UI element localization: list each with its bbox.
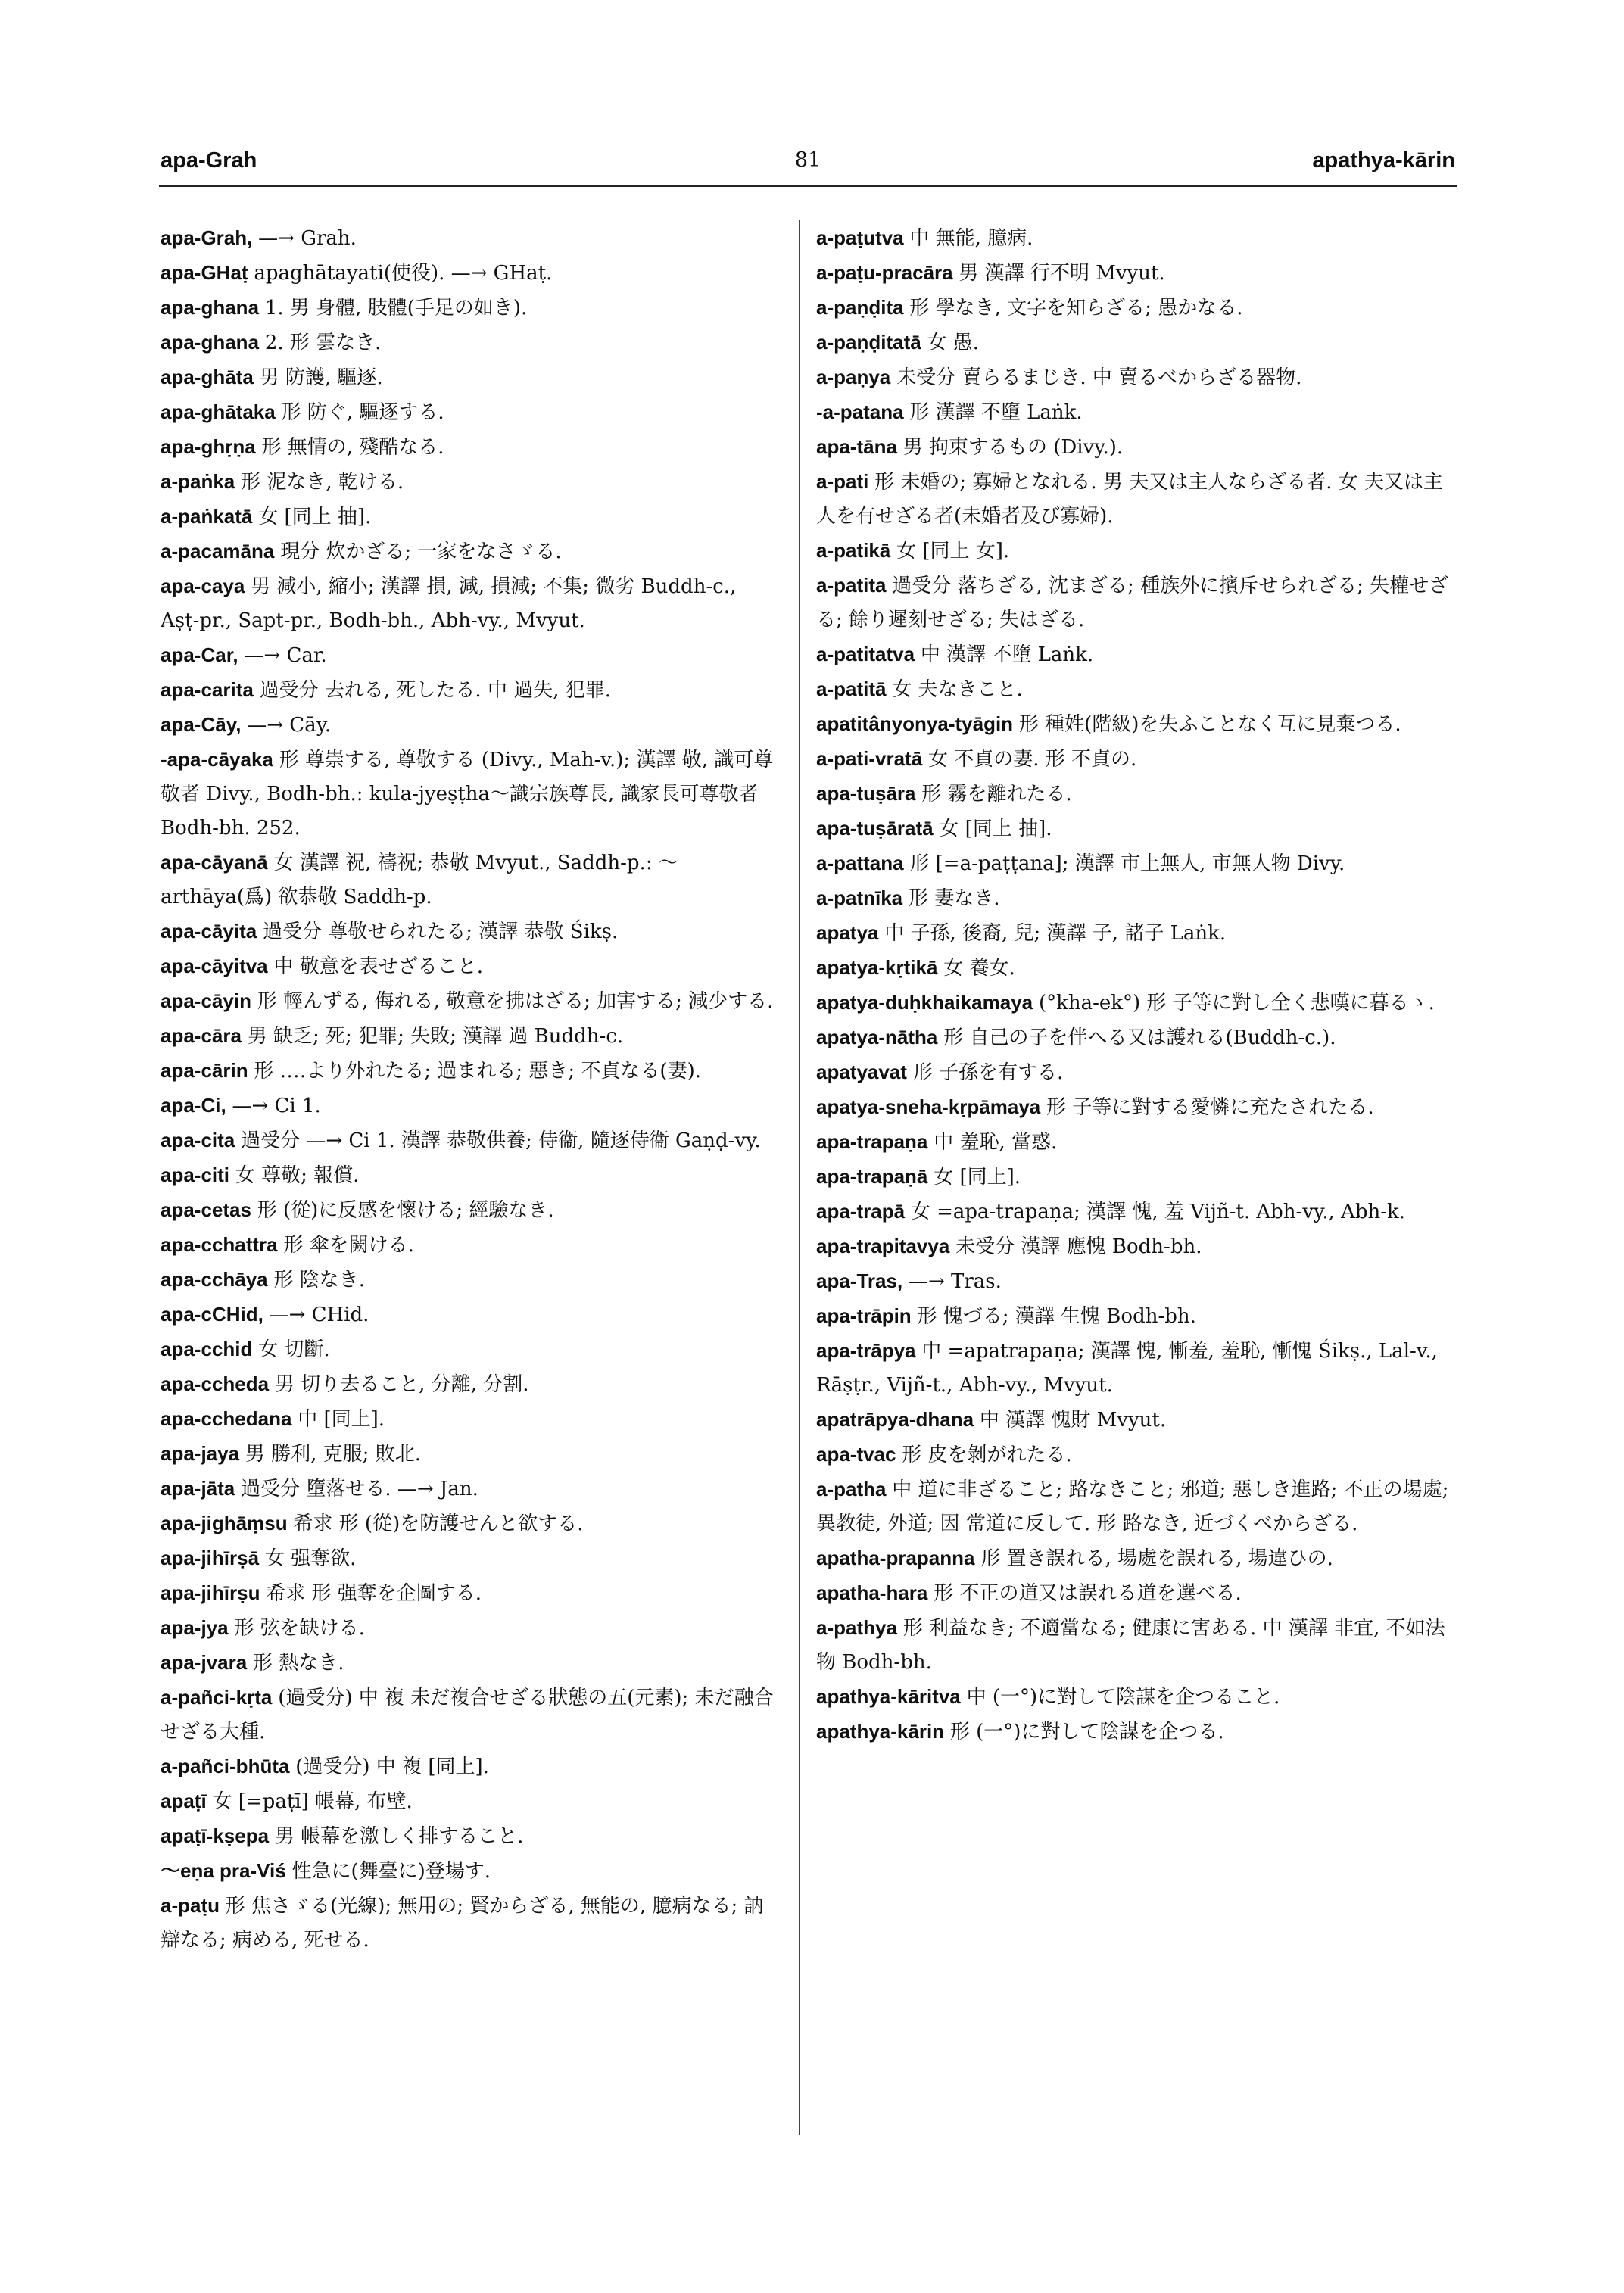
entry-headword: apa-tāna xyxy=(816,435,897,458)
dictionary-entry xyxy=(816,986,1457,1020)
entry-headword: apatitânyonya-tyāgin xyxy=(816,712,1014,735)
entry-definition: 形 漢譯 不墮 Laṅk. xyxy=(909,401,1083,424)
entry-definition: 男 拘束するもの (Divy.). xyxy=(902,436,1124,459)
entry-headword: apaṭī xyxy=(161,1790,207,1812)
entry-headword: a-paṇḍitatā xyxy=(816,331,921,354)
dictionary-entry xyxy=(161,949,780,984)
entry-definition: 形 (從)に反感を懷ける; 經驗なき. xyxy=(257,1199,554,1222)
dictionary-entry xyxy=(816,1438,1457,1472)
dictionary-entry xyxy=(816,1125,1457,1160)
entry-headword: apatha-prapanna xyxy=(816,1547,975,1569)
entry-definition: 形 不正の道又は誤れる道を選べる. xyxy=(934,1582,1242,1605)
entry-definition: 形 霧を離れたる. xyxy=(921,783,1072,805)
entry-headword: apa-cchid xyxy=(161,1338,253,1360)
entry-definition: (過受分) 中 複 未だ複合せざる狀態の五(元素); 未だ融合せざる大種. xyxy=(161,1687,774,1743)
entry-definition: 希求 形 (從)を防護せんと欲する. xyxy=(293,1513,584,1535)
dictionary-entry xyxy=(161,326,780,360)
dictionary-entry xyxy=(161,914,780,949)
entry-definition: 1. 男 身體, 肢體(手足の如き). xyxy=(264,297,528,319)
entry-definition: apaghātayati(使役). —→ GHaṭ. xyxy=(254,262,553,285)
entry-definition: 性急に(舞臺に)登場す. xyxy=(291,1860,491,1883)
entry-headword: apathya-kārin xyxy=(816,1720,945,1743)
entry-definition: 中 敬意を表せざること. xyxy=(273,955,483,978)
dictionary-entry xyxy=(161,1193,780,1228)
dictionary-entry xyxy=(161,1054,780,1089)
entry-definition: 形 傘を闕ける. xyxy=(283,1234,414,1257)
entry-headword: apa-trapā xyxy=(816,1200,906,1223)
entry-definition: 形 種姓(階級)を失ふことなく互に見棄つる. xyxy=(1018,713,1401,736)
entry-headword: apa-ghāta xyxy=(161,366,254,388)
dictionary-entry xyxy=(816,707,1457,742)
entry-definition: 形 愧づる; 漢譯 生愧 Bodh-bh. xyxy=(917,1305,1196,1328)
entry-definition: 男 防護, 驅逐. xyxy=(259,366,383,389)
entry-headword: a-paṇya xyxy=(816,366,891,388)
dictionary-entry xyxy=(816,1264,1457,1299)
dictionary-entry xyxy=(161,1367,780,1402)
entry-headword: apa-jaya xyxy=(161,1442,240,1465)
dictionary-entry xyxy=(161,984,780,1019)
dictionary-entry xyxy=(816,672,1457,707)
entry-headword: a-patha xyxy=(816,1478,887,1500)
dictionary-entry xyxy=(816,1715,1457,1749)
dictionary-entry xyxy=(161,1749,780,1784)
running-head-right: apathya-kārin xyxy=(1312,148,1455,173)
entry-headword: apa-ghana xyxy=(161,296,260,319)
dictionary-entry xyxy=(816,1195,1457,1229)
dictionary-entry xyxy=(161,1889,780,1958)
dictionary-entry xyxy=(161,1472,780,1506)
entry-headword: apa-cCHid, xyxy=(161,1303,263,1326)
entry-definition: 男 切り去ること, 分離, 分割. xyxy=(274,1373,529,1396)
entry-headword: apa-jihīrṣā xyxy=(161,1547,260,1569)
entry-headword: apa-cāyita xyxy=(161,920,257,942)
dictionary-entry xyxy=(161,1784,780,1819)
entry-definition: 女 [=paṭī] 帳幕, 布壁. xyxy=(212,1790,413,1813)
entry-definition: 過受分 去れる, 死したる. 中 過失, 犯罪. xyxy=(259,679,612,702)
dictionary-entry xyxy=(816,1680,1457,1715)
dictionary-entry xyxy=(816,569,1457,637)
entry-headword: apatya xyxy=(816,921,879,944)
entry-definition: 女 切斷. xyxy=(258,1338,330,1361)
entry-definition: 過受分 —→ Ci 1. 漢譯 恭敬供養; 侍衞, 隨逐侍衞 Gaṇḍ-vy. xyxy=(241,1129,761,1152)
entry-definition: 形 皮を剝がれたる. xyxy=(902,1444,1072,1466)
dictionary-entry xyxy=(161,1228,780,1263)
entry-definition: 中 子孫, 後裔, 兒; 漢譯 子, 諸子 Laṅk. xyxy=(884,922,1227,945)
entry-definition: 中 道に非ざること; 路なきこと; 邪道; 惡しき進路; 不正の場處; 異教徒, 外道; 因 常道に反して. 形 路なき, 近づくべからざる. xyxy=(816,1478,1449,1535)
dictionary-entry xyxy=(161,1123,780,1158)
dictionary-entry xyxy=(816,326,1457,360)
entry-headword: apatha-hara xyxy=(816,1581,928,1604)
entry-headword: apa-cchāya xyxy=(161,1268,268,1291)
dictionary-entry xyxy=(161,1854,780,1889)
dictionary-entry xyxy=(161,360,780,395)
entry-headword: -apa-cāyaka xyxy=(161,748,273,771)
dictionary-entry xyxy=(161,846,780,914)
entry-definition: 過受分 尊敬せられたる; 漢譯 恭敬 Śikṣ. xyxy=(262,921,619,943)
entry-headword: apa-jihīrṣu xyxy=(161,1581,260,1604)
dictionary-entry xyxy=(816,1020,1457,1055)
entry-headword: a-paṅka xyxy=(161,470,235,493)
entry-headword: apa-caya xyxy=(161,575,245,597)
entry-headword: apa-trapitavya xyxy=(816,1235,950,1257)
dictionary-entry xyxy=(161,1402,780,1437)
entry-headword: apa-cārin xyxy=(161,1059,248,1082)
dictionary-entry xyxy=(816,1160,1457,1195)
dictionary-entry xyxy=(161,395,780,430)
entry-headword: a-pacamāna xyxy=(161,540,275,562)
entry-definition: 男 減小, 縮小; 漢譯 損, 減, 損減; 不集; 微劣 Buddh-c., Aṣṭ-pr., Sapt-pr., Bodh-bh., Abh-vy., Mvyut. xyxy=(161,575,737,632)
entry-headword: a-pañci-bhūta xyxy=(161,1755,290,1777)
entry-definition: 中 =apatrapaṇa; 漢譯 愧, 慚羞, 羞恥, 慚愧 Śikṣ., Lal-v., Rāṣṭr., Vijñ-t., Abh-vy., Mvyut. xyxy=(816,1340,1438,1397)
entry-definition: 女 夫なきこと. xyxy=(892,678,1023,701)
entry-headword: apa-carita xyxy=(161,678,254,701)
dictionary-entry xyxy=(161,256,780,291)
entry-definition: 過受分 墮落せる. —→ Jan. xyxy=(241,1478,478,1500)
entry-headword: apatya-nātha xyxy=(816,1026,938,1048)
dictionary-entry xyxy=(816,1299,1457,1334)
entry-headword: a-pati-vratā xyxy=(816,747,923,770)
entry-definition: 中 漢譯 不墮 Laṅk. xyxy=(920,643,1094,666)
entry-definition: 過受分 落ちざる, 沈まざる; 種族外に擯斥せられざる; 失權せざる; 餘り遲刻せざる; 失はざる. xyxy=(816,575,1449,631)
right-column xyxy=(816,221,1457,1749)
dictionary-entry xyxy=(161,1437,780,1472)
entry-headword: a-patnīka xyxy=(816,886,903,909)
dictionary-entry xyxy=(161,500,780,534)
entry-definition: 形 熱なき. xyxy=(252,1652,344,1675)
entry-headword: apatyavat xyxy=(816,1061,907,1083)
dictionary-entry xyxy=(161,465,780,500)
entry-definition: 女 [同上 女]. xyxy=(896,540,1010,562)
dictionary-entry xyxy=(816,1229,1457,1264)
dictionary-entry xyxy=(161,708,780,743)
entry-headword: apa-cāra xyxy=(161,1024,242,1047)
entry-definition: 女 愚. xyxy=(927,332,980,354)
entry-headword: a-patitatva xyxy=(816,643,915,665)
entry-headword: apa-ghana xyxy=(161,331,260,354)
entry-headword: a-patitā xyxy=(816,678,887,700)
entry-definition: —→ Car. xyxy=(244,644,327,667)
entry-headword: a-pattana xyxy=(816,852,904,874)
dictionary-entry xyxy=(816,881,1457,916)
entry-headword: a-patita xyxy=(816,574,887,597)
entry-headword: apatya-duḥkhaikamaya xyxy=(816,991,1033,1014)
entry-headword: apatya-sneha-kṛpāmaya xyxy=(816,1095,1041,1118)
entry-headword: apa-jighāṃsu xyxy=(161,1512,288,1534)
running-head-left: apa-Grah xyxy=(161,148,257,173)
dictionary-entry xyxy=(816,637,1457,672)
dictionary-entry xyxy=(161,1646,780,1681)
entry-headword: apa-trapaṇā xyxy=(816,1165,928,1188)
entry-definition: 形 子孫を有する. xyxy=(912,1061,1064,1084)
dictionary-entry xyxy=(816,534,1457,569)
dictionary-entry xyxy=(161,1298,780,1332)
entry-definition: 形 無情の, 殘酷なる. xyxy=(261,436,444,459)
entry-headword: apa-trāpya xyxy=(816,1339,916,1362)
entry-definition: 形 防ぐ, 驅逐する. xyxy=(281,401,444,424)
entry-headword: apaṭī-kṣepa xyxy=(161,1824,270,1847)
dictionary-entry xyxy=(816,1541,1457,1576)
entry-definition: 未受分 漢譯 應愧 Bodh-bh. xyxy=(955,1235,1202,1258)
entry-definition: 女 尊敬; 報償. xyxy=(235,1164,360,1187)
entry-headword: a-pati xyxy=(816,470,869,493)
entry-headword: apa-tuṣāratā xyxy=(816,817,934,840)
entry-definition: 形 利益なき; 不適當なる; 健康に害ある. 中 漢譯 非宜, 不如法物 Bodh-bh. xyxy=(816,1617,1445,1674)
entry-headword: apathya-kāritva xyxy=(816,1685,961,1708)
entry-headword: apa-cāyanā xyxy=(161,851,268,874)
entry-definition: 女 [同上 抽]. xyxy=(258,506,372,528)
entry-definition: 女 [同上]. xyxy=(934,1166,1021,1189)
entry-headword: apa-citi xyxy=(161,1164,230,1186)
dictionary-entry xyxy=(161,221,780,256)
entry-definition: 女 [同上 抽]. xyxy=(939,818,1052,840)
entry-definition: (過受分) 中 複 [同上]. xyxy=(295,1756,489,1778)
entry-definition: 女 養女. xyxy=(943,957,1015,980)
entry-headword: a-pathya xyxy=(816,1616,897,1639)
entry-definition: 形 尊崇する, 尊敬する (Divy., Mah-v.); 漢譯 敬, 識可尊敬者 Divy., Bodh-bh.: kula-jyeṣṭha〜識宗族尊長, 識家長可尊敬者 Bodh-bh. 252. xyxy=(161,749,774,840)
dictionary-entry xyxy=(816,256,1457,291)
entry-definition: 形 子等に對する愛憐に充たされたる. xyxy=(1046,1096,1374,1119)
entry-headword: apa-cchedana xyxy=(161,1407,292,1430)
entry-headword: apa-Ci, xyxy=(161,1094,226,1117)
entry-definition: 女 漢譯 祝, 禱祝; 恭敬 Mvyut., Saddh-p.: 〜arthāya(爲) 欲恭敬 Saddh-p. xyxy=(161,852,678,908)
entry-headword: apatya-kṛtikā xyxy=(816,956,938,979)
entry-headword: apa-jvara xyxy=(161,1651,248,1674)
entry-definition: —→ Tras. xyxy=(908,1270,1002,1293)
dictionary-entry xyxy=(161,1576,780,1611)
dictionary-entry xyxy=(161,1263,780,1298)
dictionary-entry xyxy=(816,1334,1457,1403)
entry-definition: —→ CHid. xyxy=(269,1304,369,1326)
dictionary-entry xyxy=(816,951,1457,986)
dictionary-entry xyxy=(161,673,780,708)
entry-headword: apa-trapaṇa xyxy=(816,1130,928,1153)
entry-headword: apa-jya xyxy=(161,1616,229,1639)
dictionary-entry xyxy=(816,1055,1457,1090)
entry-definition: 形 輕んずる, 侮れる, 敬意を拂はざる; 加害する; 減少する. xyxy=(257,990,774,1013)
dictionary-entry xyxy=(161,1506,780,1541)
dictionary-entry xyxy=(816,1472,1457,1541)
entry-headword: apa-cetas xyxy=(161,1198,251,1221)
dictionary-entry xyxy=(161,1158,780,1193)
dictionary-entry xyxy=(161,1681,780,1749)
entry-definition: 男 漢譯 行不明 Mvyut. xyxy=(959,262,1165,285)
entry-definition: 女 不貞の妻. 形 不貞の. xyxy=(927,748,1137,771)
entry-definition: —→ Ci 1. xyxy=(232,1095,321,1117)
dictionary-entry xyxy=(161,1089,780,1123)
dictionary-entry xyxy=(816,395,1457,430)
entry-definition: 形 自己の子を伴へる又は護れる(Buddh-c.). xyxy=(943,1027,1336,1049)
entry-headword: apa-cāyitva xyxy=(161,955,268,977)
entry-headword: apa-ghātaka xyxy=(161,400,276,423)
entry-headword: a-paṭu-pracāra xyxy=(816,261,953,284)
dictionary-entry xyxy=(161,534,780,569)
dictionary-entry xyxy=(816,1090,1457,1125)
dictionary-entry xyxy=(816,742,1457,777)
dictionary-entry xyxy=(161,1332,780,1367)
entry-definition: 中 無能, 臆病. xyxy=(909,227,1033,250)
entry-definition: 形 泥なき, 乾ける. xyxy=(241,471,404,494)
dictionary-entry xyxy=(816,221,1457,256)
entry-definition: (°kha-ek°) 形 子等に對し全く悲嘆に暮るゝ. xyxy=(1038,992,1435,1014)
column-divider xyxy=(799,220,800,2135)
entry-definition: 形 學なき, 文字を知らざる; 愚かなる. xyxy=(909,297,1243,319)
entry-headword: a-patikā xyxy=(816,539,891,562)
dictionary-entry xyxy=(816,846,1457,881)
entry-headword: a-paṭutva xyxy=(816,226,904,249)
entry-headword: apatrāpya-dhana xyxy=(816,1408,974,1431)
entry-headword: apa-Cāy, xyxy=(161,713,242,736)
entry-headword: apa-cchattra xyxy=(161,1233,278,1256)
entry-definition: 中 羞恥, 當惑. xyxy=(934,1131,1058,1154)
entry-headword: apa-cita xyxy=(161,1129,235,1151)
dictionary-entry xyxy=(161,638,780,673)
entry-definition: 希求 形 强奪を企圖する. xyxy=(266,1582,482,1605)
entry-headword: apa-ccheda xyxy=(161,1372,270,1395)
page-number: 81 xyxy=(794,148,821,172)
entry-definition: 未受分 賣らるまじき. 中 賣るべからざる器物. xyxy=(896,366,1302,389)
dictionary-entry xyxy=(161,291,780,326)
dictionary-entry xyxy=(161,743,780,846)
left-column xyxy=(161,221,780,1958)
dictionary-entry xyxy=(816,777,1457,812)
entry-headword: apa-ghṛṇa xyxy=(161,435,256,458)
entry-definition: 形 陰なき. xyxy=(273,1269,365,1291)
header-rule xyxy=(159,185,1457,187)
entry-headword: apa-jāta xyxy=(161,1477,235,1500)
dictionary-entry xyxy=(816,430,1457,465)
dictionary-entry xyxy=(816,1611,1457,1680)
dictionary-entry xyxy=(161,1611,780,1646)
entry-definition: 中 [同上]. xyxy=(298,1408,385,1431)
entry-headword: apa-Car, xyxy=(161,643,238,666)
dictionary-entry xyxy=(161,1019,780,1054)
entry-headword: 〜eṇa pra-Viś xyxy=(161,1859,286,1882)
entry-headword: a-paṇḍita xyxy=(816,296,904,319)
dictionary-entry xyxy=(161,1819,780,1854)
dictionary-entry xyxy=(816,1403,1457,1438)
entry-definition: 形 妻なき. xyxy=(908,887,1000,910)
entry-headword: apa-cāyin xyxy=(161,989,251,1012)
entry-headword: apa-Grah, xyxy=(161,226,253,249)
entry-definition: 形 未婚の; 寡婦となれる. 男 夫又は主人ならざる者. 女 夫又は主人を有せざる者(未婚者及び寡婦). xyxy=(816,471,1444,528)
entry-headword: a-paṅkatā xyxy=(161,505,253,528)
entry-definition: 形 置き誤れる, 場處を誤れる, 場違ひの. xyxy=(980,1547,1333,1570)
entry-definition: 女 =apa-trapaṇa; 漢譯 愧, 羞 Vijñ-t. Abh-vy., Abh-k. xyxy=(910,1201,1406,1223)
dictionary-entry xyxy=(161,1541,780,1576)
entry-definition: 女 强奪欲. xyxy=(264,1547,357,1570)
entry-definition: 形 ‥‥より外れたる; 過まれる; 惡き; 不貞なる(妻). xyxy=(254,1060,701,1083)
entry-definition: 形 (一°)に對して陰謀を企つる. xyxy=(949,1721,1224,1743)
dictionary-entry xyxy=(816,812,1457,846)
dictionary-entry xyxy=(816,916,1457,951)
entry-headword: -a-patana xyxy=(816,400,904,423)
dictionary-entry xyxy=(816,291,1457,326)
dictionary-entry xyxy=(161,569,780,638)
entry-headword: a-paṭu xyxy=(161,1894,220,1917)
entry-definition: 中 (一°)に對して陰謀を企つること. xyxy=(966,1686,1280,1709)
entry-definition: 形 弦を缺ける. xyxy=(234,1617,365,1640)
entry-definition: 形 [=a-paṭṭana]; 漢譯 市上無人, 市無人物 Divy. xyxy=(909,852,1345,875)
entry-definition: 形 焦さゞる(光線); 無用の; 賢からざる, 無能の, 臆病なる; 訥辯なる; 病める, 死せる. xyxy=(161,1895,764,1952)
entry-headword: apa-tuṣāra xyxy=(816,782,916,805)
page-header xyxy=(161,148,1455,179)
entry-definition: 中 漢譯 愧財 Mvyut. xyxy=(979,1409,1167,1432)
entry-definition: —→ Grah. xyxy=(258,227,357,250)
dictionary-entry xyxy=(816,360,1457,395)
dictionary-entry xyxy=(816,1576,1457,1611)
entry-headword: apa-Tras, xyxy=(816,1270,903,1292)
entry-definition: —→ Cāy. xyxy=(247,714,332,737)
dictionary-entry xyxy=(816,465,1457,534)
entry-definition: 男 缺乏; 死; 犯罪; 失敗; 漢譯 過 Buddh-c. xyxy=(247,1025,624,1048)
entry-headword: apa-trāpin xyxy=(816,1304,912,1327)
entry-definition: 2. 形 雲なき. xyxy=(264,332,382,354)
entry-headword: apa-tvac xyxy=(816,1443,896,1466)
entry-definition: 男 勝利, 克服; 敗北. xyxy=(245,1443,421,1466)
entry-definition: 現分 炊かざる; 一家をなさゞる. xyxy=(280,541,562,563)
dictionary-entry xyxy=(161,430,780,465)
entry-headword: a-pañci-kṛta xyxy=(161,1686,273,1709)
entry-headword: apa-GHaṭ xyxy=(161,261,248,284)
entry-definition: 男 帳幕を激しく排すること. xyxy=(274,1825,524,1848)
